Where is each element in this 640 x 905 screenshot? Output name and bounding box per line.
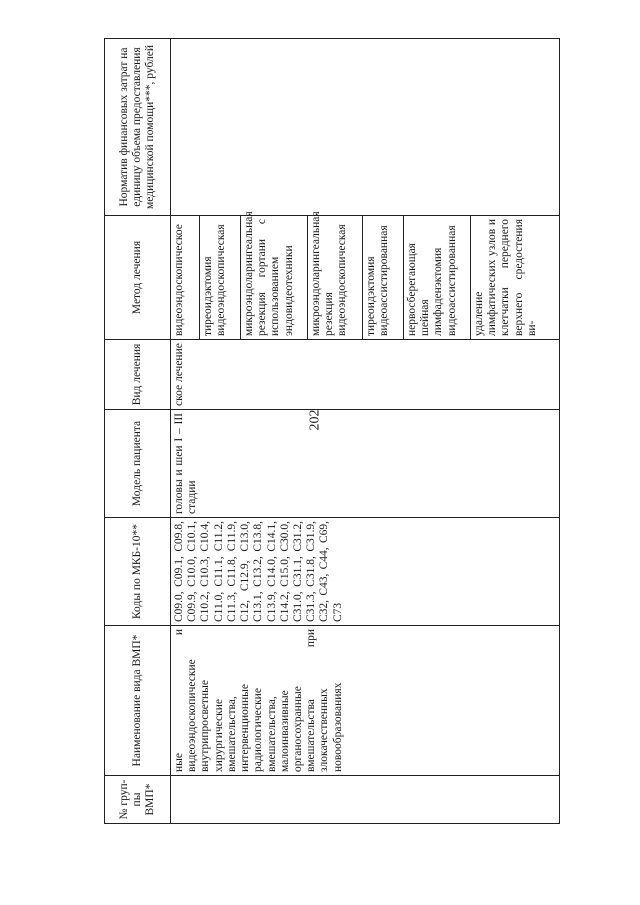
- page-number: 202: [307, 409, 323, 431]
- header-codes: Коды по МКБ-10**: [105, 518, 171, 626]
- header-method: Метод лечения: [105, 216, 171, 340]
- cell-group: [171, 776, 560, 824]
- cell-norm: [171, 39, 560, 216]
- table-row: [171, 39, 560, 824]
- header-model: Модель пациента: [105, 410, 171, 518]
- method-item: тиреоидэктомия видеоассистированная: [363, 216, 404, 339]
- cell-name: ные и видеоэндоскопические внутрипросветные хирургические вмешательства, интервенционные радиологические вмешательства, малоинвазивные органосохранные вмешательства при злокачественных новообразованиях: [171, 626, 560, 776]
- method-item: микроэндоларингеальная резекция гортани с использованием эндовидеотехники: [241, 216, 308, 339]
- header-group: № груп-пы ВМП*: [105, 776, 171, 824]
- header-norm: Норматив финансовых затрат на единицу объема предоставления медицинской помощи***, рублей: [105, 39, 171, 216]
- method-item: удаление лимфатических узлов и клетчатки переднего верхнего средостения ви-: [473, 219, 538, 336]
- cell-methods: [171, 211, 560, 340]
- cell-codes: C09.0, C09.1, C09.8, C09.9, C10.0, C10.1, C10.2, C10.3, C10.4, C11.0, C11.1, C11.2, C11.3, C11.8, C11.9, C12, C12.9, C13.0, C13.1, C13.2, C13.8, C13.9, C14.0, C14.1, C14.2, C15.0, C30.0, C31.0, C31.1, C31.2, C31.3, C31.8, C31.9, C32, C43, C44, C69, C73: [171, 518, 560, 626]
- method-item: видеоэндоскопическое: [171, 216, 200, 339]
- method-item: нервосберегающая шейная лимфаденэктомия видеоассистированная: [404, 216, 471, 339]
- header-name: Наименование вида ВМП*: [105, 626, 171, 776]
- cell-model: головы и шеи I – III стадии: [171, 410, 560, 518]
- vmp-table: [104, 38, 560, 824]
- table-rotation-frame: [104, 39, 560, 824]
- header-row: [105, 39, 171, 824]
- method-item: тиреоидэктомия видеоэндоскопическая: [200, 216, 241, 339]
- method-item: микроэндоларингеальная резекция видеоэндоскопическая: [308, 216, 363, 339]
- cell-kind: ское лечение: [171, 340, 560, 410]
- header-kind: Вид лечения: [105, 340, 171, 410]
